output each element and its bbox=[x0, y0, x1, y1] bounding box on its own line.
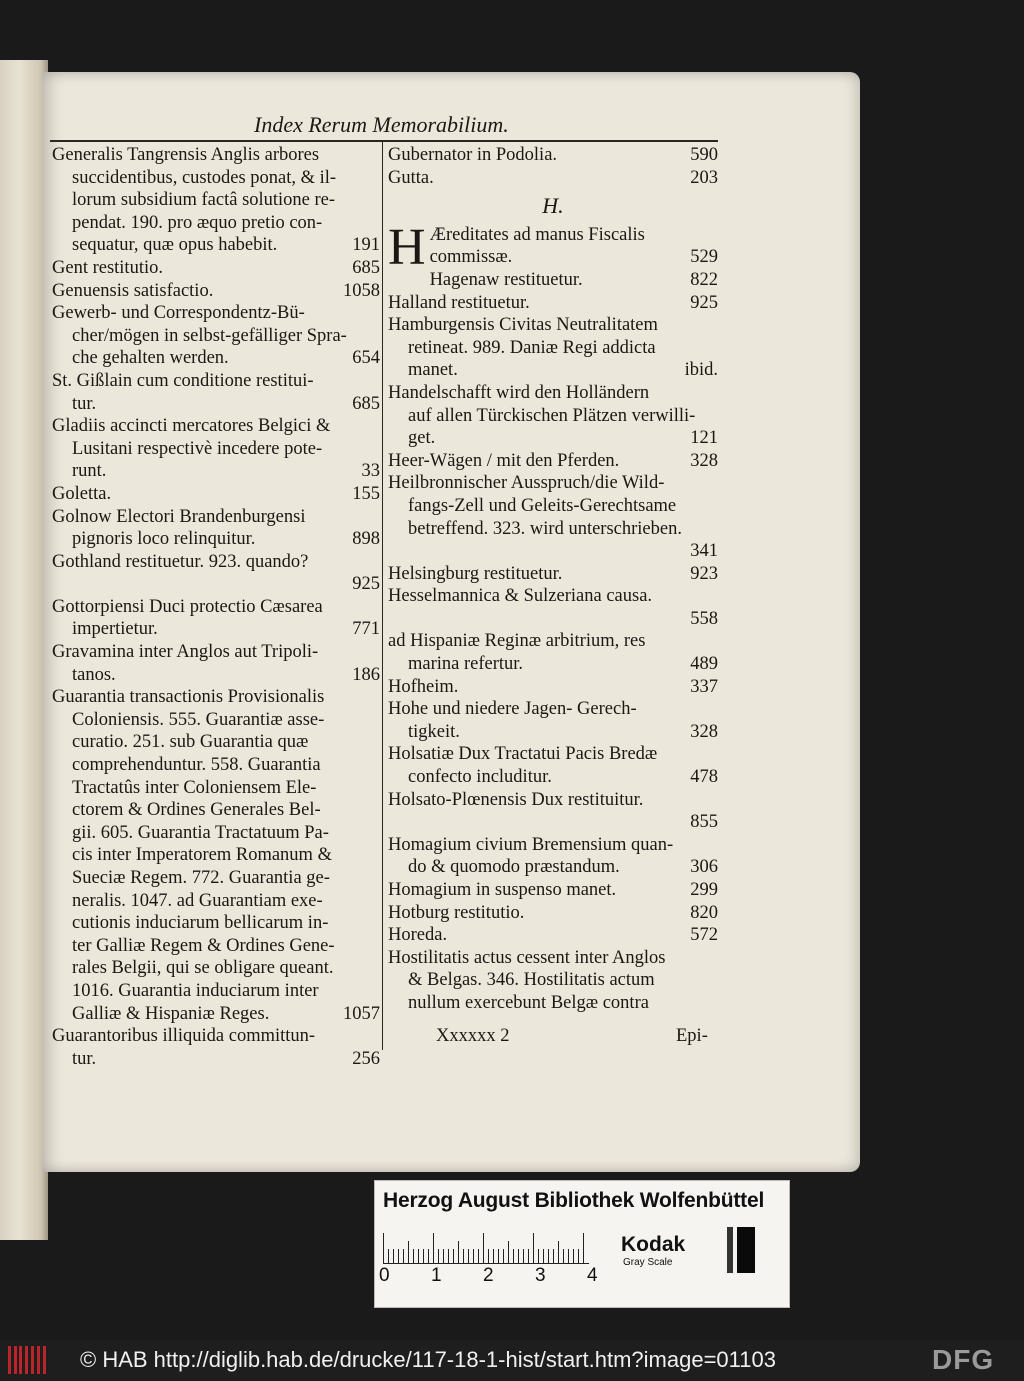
entry-line: Helsingburg restituetur. bbox=[388, 563, 563, 584]
page-reference: 685 bbox=[352, 257, 380, 278]
index-entry bbox=[388, 167, 718, 190]
ruler-tick bbox=[418, 1249, 419, 1263]
index-entry bbox=[388, 947, 718, 1015]
gray-scale-label: Gray Scale bbox=[623, 1257, 673, 1268]
entry-line: Gladiis accincti mercatores Belgici & bbox=[52, 416, 331, 437]
ruler-tick bbox=[583, 1233, 584, 1263]
index-entry bbox=[388, 924, 718, 947]
entry-line: Hohe und niedere Jagen- Gerech- bbox=[388, 699, 637, 720]
entry-line: Gravamina inter Anglos aut Tripoli- bbox=[52, 642, 319, 663]
ruler-tick bbox=[383, 1233, 384, 1263]
entry-line: ad Hispaniæ Reginæ arbitrium, res bbox=[388, 631, 646, 652]
index-entry bbox=[388, 269, 718, 292]
entry-line: auf allen Türckischen Plätzen verwilli- bbox=[408, 405, 696, 426]
page-reference: 529 bbox=[690, 247, 718, 268]
copyright-link[interactable]: © HAB http://diglib.hab.de/drucke/117-18-1-hist/start.htm?image=01103 bbox=[80, 1347, 776, 1372]
ruler-tick bbox=[508, 1241, 509, 1263]
entry-line: Hagenaw restituetur. bbox=[429, 269, 583, 290]
ruler-scale bbox=[383, 1229, 589, 1264]
index-entry bbox=[52, 551, 380, 596]
entry-line: tanos. bbox=[72, 664, 116, 685]
page-reference: 590 bbox=[690, 145, 718, 165]
column-divider bbox=[382, 142, 383, 1050]
entry-line: Gothland restituetur. 923. quando? bbox=[52, 551, 309, 572]
page-reference: 203 bbox=[690, 167, 718, 188]
entry-line: Hamburgensis Civitas Neutralitatem bbox=[388, 315, 658, 336]
index-entry bbox=[52, 596, 380, 641]
index-entry bbox=[388, 472, 718, 562]
entry-line: manet. bbox=[408, 360, 458, 381]
entry-line: Horeda. bbox=[388, 925, 448, 946]
entry-line: cis inter Imperatorem Romanum & bbox=[72, 845, 332, 866]
entry-line: succidentibus, custodes ponat, & il- bbox=[72, 167, 337, 188]
entry-line: sequatur, quæ opus habebit. bbox=[72, 235, 278, 256]
page-reference: 478 bbox=[690, 767, 718, 788]
page-reference: 155 bbox=[352, 483, 380, 504]
library-name: Herzog August Bibliothek Wolfenbüttel bbox=[383, 1189, 765, 1212]
ruler-tick bbox=[448, 1249, 449, 1263]
entry-line: runt. bbox=[72, 461, 107, 482]
page-reference: 1058 bbox=[343, 280, 380, 301]
page-reference: 558 bbox=[690, 608, 718, 629]
kodak-logo: Kodak bbox=[621, 1233, 686, 1256]
index-column-right bbox=[388, 144, 718, 1015]
index-entry bbox=[388, 902, 718, 925]
header-rule bbox=[50, 140, 718, 142]
entry-line: Holsato-Plœnensis Dux restituitur. bbox=[388, 789, 644, 810]
index-entry bbox=[388, 676, 718, 699]
entry-line: Gewerb- und Correspondentz-Bü- bbox=[52, 303, 305, 324]
index-entry bbox=[52, 483, 380, 506]
index-column-left bbox=[52, 144, 380, 1070]
entry-line: do & quomodo præstandum. bbox=[408, 857, 620, 878]
entry-line: fangs-Zell und Geleits-Gerechtsame bbox=[408, 495, 677, 516]
index-entry bbox=[52, 506, 380, 551]
page-reference: 256 bbox=[352, 1048, 380, 1069]
entry-line: Heer-Wägen / mit den Pferden. bbox=[388, 450, 620, 471]
page-reference: 820 bbox=[690, 902, 718, 923]
ruler-tick bbox=[428, 1249, 429, 1263]
entry-line: Generalis Tangrensis Anglis arbores bbox=[52, 145, 320, 165]
ruler-tick bbox=[498, 1249, 499, 1263]
entry-line: comprehenduntur. 558. Guarantia bbox=[72, 755, 321, 776]
index-entry bbox=[388, 879, 718, 902]
index-entry bbox=[388, 789, 718, 834]
ruler-tick bbox=[423, 1249, 424, 1263]
entry-line: tur. bbox=[72, 393, 97, 414]
ruler-tick bbox=[403, 1249, 404, 1263]
drop-cap: H bbox=[388, 218, 426, 276]
page-reference: 306 bbox=[690, 857, 718, 878]
entry-line: Guarantoribus illiquida committun- bbox=[52, 1026, 316, 1047]
page-reference: 654 bbox=[352, 348, 380, 369]
page-reference: 341 bbox=[690, 541, 718, 562]
entry-line: Halland restituetur. bbox=[388, 292, 530, 313]
ruler-tick bbox=[473, 1249, 474, 1263]
entry-line: & Belgas. 346. Hostilitatis actum bbox=[408, 970, 655, 991]
index-entry bbox=[52, 641, 380, 686]
entry-line: ctorem & Ordines Generales Bel- bbox=[72, 800, 321, 821]
ruler-tick bbox=[433, 1233, 434, 1263]
page-reference: 328 bbox=[690, 721, 718, 742]
entry-line: Sueciæ Regem. 772. Guarantia ge- bbox=[72, 868, 330, 888]
page-reference: 337 bbox=[690, 676, 718, 697]
ruler-tick bbox=[483, 1233, 484, 1263]
entry-line: Guarantia transactionis Provisionalis bbox=[52, 687, 325, 708]
entry-line: Hotburg restitutio. bbox=[388, 902, 525, 923]
entry-line: Æreditates ad manus Fiscalis bbox=[429, 224, 645, 245]
index-entry bbox=[388, 630, 718, 675]
entry-line: confecto includitur. bbox=[408, 767, 552, 788]
index-entry bbox=[52, 280, 380, 303]
index-entry bbox=[388, 585, 718, 630]
entry-line: St. Gißlain cum conditione restitui- bbox=[52, 370, 314, 391]
ruler-tick bbox=[398, 1249, 399, 1263]
ruler-tick bbox=[478, 1249, 479, 1263]
page-reference: 299 bbox=[690, 880, 718, 900]
index-entry bbox=[52, 686, 380, 1025]
ruler-tick bbox=[443, 1249, 444, 1263]
entry-line: curatio. 251. sub Guarantia quæ bbox=[72, 732, 309, 753]
entry-line: Gutta. bbox=[388, 167, 434, 188]
index-entry bbox=[52, 370, 380, 415]
page-reference: 923 bbox=[690, 563, 718, 584]
running-head bbox=[44, 112, 604, 140]
entry-line: che gehalten werden. bbox=[72, 348, 229, 369]
ruler-number: 4 bbox=[587, 1265, 598, 1286]
ruler-tick bbox=[548, 1249, 549, 1263]
facing-page-edge bbox=[0, 60, 48, 1240]
entry-line: Hesselmannica & Sulzeriana causa. bbox=[388, 586, 653, 607]
entry-line: Homagium in suspenso manet. bbox=[388, 880, 617, 900]
page-reference: 572 bbox=[690, 925, 718, 946]
page-reference: 489 bbox=[690, 654, 718, 675]
page-reference: 328 bbox=[690, 450, 718, 471]
entry-line: Tractatûs inter Coloniensem Ele- bbox=[72, 777, 317, 798]
ruler-tick bbox=[513, 1249, 514, 1263]
ruler-tick bbox=[518, 1249, 519, 1263]
entry-line: Hofheim. bbox=[388, 676, 459, 697]
library-color-card bbox=[374, 1180, 790, 1308]
entry-line: nullum exercebunt Belgæ contra bbox=[408, 992, 649, 1013]
entry-line: Coloniensis. 555. Guarantiæ asse- bbox=[72, 709, 325, 730]
index-entry bbox=[52, 1025, 380, 1070]
ruler-tick bbox=[578, 1249, 579, 1263]
ruler-tick bbox=[393, 1249, 394, 1263]
entry-line: Homagium civium Bremensium quan- bbox=[388, 834, 674, 855]
ruler-number: 0 bbox=[379, 1265, 390, 1286]
index-entry bbox=[388, 698, 718, 743]
entry-line: marina refertur. bbox=[408, 654, 524, 675]
index-entry bbox=[388, 743, 718, 788]
index-entry bbox=[388, 382, 718, 450]
ruler-tick bbox=[538, 1249, 539, 1263]
entry-line: pignoris loco relinquitur. bbox=[72, 529, 256, 550]
entry-line: neralis. 1047. ad Guarantiam exe- bbox=[72, 890, 323, 911]
section-letter: H. bbox=[542, 193, 564, 219]
ruler-tick bbox=[438, 1249, 439, 1263]
page-reference: 822 bbox=[690, 269, 718, 290]
entry-line: Heilbronnischer Ausspruch/die Wild- bbox=[388, 473, 665, 494]
ruler-tick bbox=[523, 1249, 524, 1263]
ruler-number: 2 bbox=[483, 1265, 494, 1286]
ruler-tick bbox=[493, 1249, 494, 1263]
ruler-tick bbox=[453, 1249, 454, 1263]
index-entry bbox=[388, 292, 718, 315]
index-entry bbox=[388, 314, 718, 382]
index-entry bbox=[52, 415, 380, 483]
ruler-tick bbox=[533, 1233, 534, 1263]
catchword: Epi- bbox=[676, 1026, 708, 1046]
ruler-tick bbox=[468, 1249, 469, 1263]
entry-line: rales Belgii, qui se obligare queant. bbox=[72, 958, 334, 979]
ruler-tick bbox=[463, 1249, 464, 1263]
entry-line: Galliæ & Hispaniæ Reges. bbox=[72, 1003, 270, 1024]
ruler-tick bbox=[503, 1249, 504, 1263]
index-entry bbox=[52, 144, 380, 257]
index-entry bbox=[388, 834, 718, 879]
page-reference: 771 bbox=[352, 619, 380, 640]
entry-line: Goletta. bbox=[52, 483, 112, 504]
entry-line: get. bbox=[408, 428, 436, 449]
page-reference: 33 bbox=[361, 461, 380, 482]
entry-line: lorum subsidium factâ solutione re- bbox=[72, 190, 336, 211]
page-reference: 685 bbox=[352, 393, 380, 414]
index-entry bbox=[388, 144, 718, 167]
viewer-footer bbox=[0, 1340, 1024, 1381]
ruler-tick bbox=[563, 1249, 564, 1263]
ruler-tick bbox=[458, 1241, 459, 1263]
entry-line: pendat. 190. pro æquo pretio con- bbox=[72, 212, 323, 233]
entry-line: tigkeit. bbox=[408, 721, 460, 742]
ruler-tick bbox=[553, 1249, 554, 1263]
entry-line: cher/mögen in selbst-gefälliger Spra- bbox=[72, 325, 347, 346]
index-entry bbox=[388, 563, 718, 586]
page-reference: 1057 bbox=[343, 1003, 380, 1024]
entry-line: cutionis induciarum bellicarum in- bbox=[72, 913, 329, 934]
hab-barcode-icon bbox=[8, 1346, 48, 1374]
signature-mark: Xxxxxx 2 bbox=[436, 1026, 510, 1046]
entry-line: Holsatiæ Dux Tractatui Pacis Bredæ bbox=[388, 744, 658, 765]
entry-line: retineat. 989. Daniæ Regi addicta bbox=[408, 337, 656, 358]
page-reference: 855 bbox=[690, 812, 718, 833]
entry-line: Genuensis satisfactio. bbox=[52, 280, 214, 301]
entry-line: 1016. Guarantia induciarum inter bbox=[72, 980, 319, 1001]
entry-line: impertietur. bbox=[72, 619, 158, 640]
ruler-tick bbox=[573, 1249, 574, 1263]
ruler-number: 3 bbox=[535, 1265, 546, 1286]
entry-line: Handelschafft wird den Holländern bbox=[388, 382, 650, 403]
page-reference: 925 bbox=[690, 292, 718, 313]
entry-line: tur. bbox=[72, 1048, 97, 1069]
page-reference: 121 bbox=[690, 428, 718, 449]
page-reference: ibid. bbox=[684, 360, 718, 381]
index-entry bbox=[388, 450, 718, 473]
ruler-number: 1 bbox=[431, 1265, 442, 1286]
entry-line: betreffend. 323. wird unterschrieben. bbox=[408, 518, 682, 539]
ruler-tick bbox=[568, 1249, 569, 1263]
page-reference: 898 bbox=[352, 529, 380, 550]
ruler-tick bbox=[528, 1249, 529, 1263]
ruler-tick bbox=[488, 1249, 489, 1263]
index-entry bbox=[388, 218, 718, 276]
entry-line: Golnow Electori Brandenburgensi bbox=[52, 506, 306, 527]
index-entry bbox=[52, 302, 380, 370]
ruler-tick bbox=[543, 1249, 544, 1263]
gray-swatch-light bbox=[727, 1227, 733, 1273]
dfg-logo: DFG bbox=[932, 1344, 995, 1375]
gray-swatch-dark bbox=[737, 1227, 755, 1273]
entry-line: Gottorpiensi Duci protectio Cæsarea bbox=[52, 596, 323, 617]
entry-line: ter Galliæ Regem & Ordines Gene- bbox=[72, 935, 335, 956]
entry-line: commissæ. bbox=[429, 247, 513, 268]
page-reference: 186 bbox=[352, 664, 380, 685]
ruler-tick bbox=[408, 1241, 409, 1263]
ruler-tick bbox=[558, 1241, 559, 1263]
entry-line: gii. 605. Guarantia Tractatuum Pa- bbox=[72, 822, 329, 843]
index-entry bbox=[52, 257, 380, 280]
entry-line: Gubernator in Podolia. bbox=[388, 145, 558, 165]
page-reference: 925 bbox=[352, 574, 380, 595]
entry-line: Gent restitutio. bbox=[52, 257, 163, 278]
ruler-tick bbox=[388, 1249, 389, 1263]
entry-line: Lusitani respectivè incedere pote- bbox=[72, 438, 323, 459]
running-head-title: Index Rerum Memorabilium. bbox=[254, 112, 509, 137]
page-reference: 191 bbox=[352, 235, 380, 256]
entry-line: Hostilitatis actus cessent inter Anglos bbox=[388, 947, 666, 968]
ruler-tick bbox=[413, 1249, 414, 1263]
